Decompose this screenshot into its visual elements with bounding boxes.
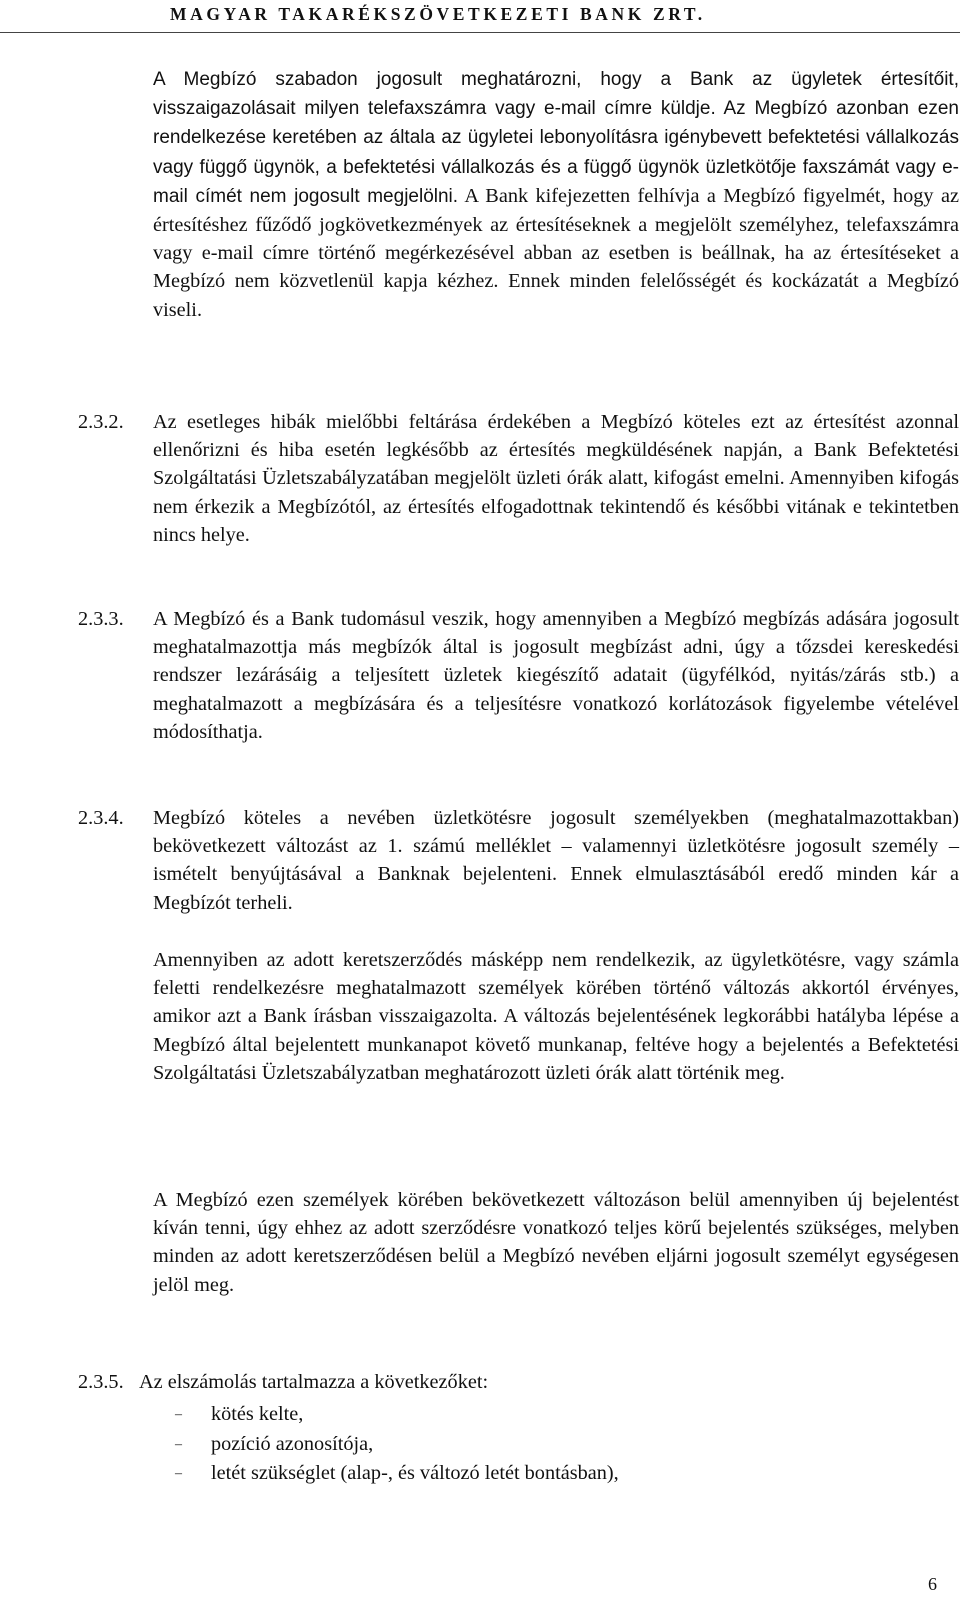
section-2-3-4-paragraph-3: A Megbízó ezen személyek körében bekövetkezett változáson belül amennyiben új bejelentést kíván tenni, úgy ehhez az adott szerződésre vonatkozó teljes körű bejelentés szükséges, melyben minden az adott keretszerződésen belül a Megbízó nevében eljárni jogosult személyt egységesen jelöl meg. <box>153 1189 959 1296</box>
section-number-2-3-5: 2.3.5. <box>78 1371 124 1393</box>
dash-bullet-icon: – <box>175 1436 182 1452</box>
intro-text-part1: A Megbízó szabadon jogosult meghatározni, hogy a Bank az ügyletek értesítőit, visszaigazolásait milyen telefaxszámra vagy e-mail címre küldje. Az Megbízó azonban ezen rendelkezése keretében az általa az ügyletei lebonyolításra igénybevett befektetési vállalkozás vagy függő ügynök, a befektetési vállalkozás és a függő ügynök üzletkötője faxszámát vagy e-mail címét nem jogosult megjelölni. <box>153 69 959 207</box>
section-2-3-4-paragraph-2: Amennyiben az adott keretszerződés másképp nem rendelkezik, az ügyletkötésre, vagy számla feletti rendelkezésre meghatalmazott személyek körében történő változás akkortól érvényes, amikor azt a Bank írásban visszaigazolta. A változás bejelentésének legkorábbi hatályba lépése a Megbízó által bejelentett munkanapot követő munkanap, feltéve hogy a bejelentés a Befektetési Szolgáltatási Üzletszabályzatban meghatározott üzleti órák alatt történik meg. <box>153 949 959 1084</box>
section-2-3-2-text: Az esetleges hibák mielőbbi feltárása érdekében a Megbízó köteles ezt az értesítést azonnal ellenőrizni és hiba esetén legkésőbb az értesítés megküldésének napján, a Bank Befektetési Szolgáltatási Üzletszabályzatában megjelölt üzleti órák alatt, kifogást emelni. Amennyiben kifogás nem érkezik a Megbízótól, az értesítés elfogadottnak tekintendő és későbbi vitának e tekintetben nincs helye. <box>153 411 959 546</box>
bank-name-header: MAGYAR TAKARÉKSZÖVETKEZETI BANK ZRT. <box>170 4 706 24</box>
list-item <box>175 1459 875 1489</box>
header-divider <box>0 32 960 33</box>
section-2-3-5-intro: Az elszámolás tartalmazza a következőket: <box>139 1371 489 1393</box>
dash-bullet-icon: – <box>175 1407 182 1422</box>
dash-bullet-icon: – <box>175 1466 182 1481</box>
list-item-text: pozíció azonosítója, <box>211 1432 374 1455</box>
section-number-2-3-2: 2.3.2. <box>78 411 124 433</box>
list-item-text: kötés kelte, <box>211 1403 304 1425</box>
settlement-contents-list <box>175 1400 875 1489</box>
intro-text-part2: A Bank kifejezetten felhívja a Megbízó figyelmét, hogy az értesítéshez fűződő jogkövetkezmények az értesítéseknek a megjelölt személyhez, telefaxszámra vagy e-mail címre történő megérkezésével abban az esetben is beállnak, ha az értesítéseket a Megbízó nem közvetlenül kapja kézhez. Ennek minden felelősségét és kockázatát a Megbízó viseli. <box>153 184 959 321</box>
list-item <box>175 1400 875 1430</box>
page-number: 6 <box>928 1574 937 1594</box>
list-item <box>175 1430 875 1460</box>
section-2-3-4-text: Megbízó köteles a nevében üzletkötésre jogosult személyekben (meghatalmazottakban) bekövetkezett változást az 1. számú melléklet – valamennyi üzletkötésre jogosult személy – ismételt benyújtásával a Banknak bejelenteni. Ennek elmulasztásából eredő minden kár a Megbízót terheli. <box>153 807 959 914</box>
section-number-2-3-3: 2.3.3. <box>78 608 124 630</box>
list-item-text: letét szükséglet (alap-, és változó letét bontásban), <box>211 1462 619 1484</box>
page-header <box>0 0 960 34</box>
section-number-2-3-4: 2.3.4. <box>78 807 124 829</box>
intro-paragraph <box>153 65 959 324</box>
section-2-3-3-text: A Megbízó és a Bank tudomásul veszik, hogy amennyiben a Megbízó megbízás adására jogosult meghatalmazottja más megbízók által is jogosult megbízást adni, úgy a tőzsdei kereskedési rendszer lezárásáig a teljesített üzletek kiegészítő adatait (ügyfélkód, nyitás/zárás stb.) a meghatalmazott a megbízására és a teljesítésre vonatkozó korlátozások figyelembe vételével módosíthatja. <box>153 608 959 743</box>
